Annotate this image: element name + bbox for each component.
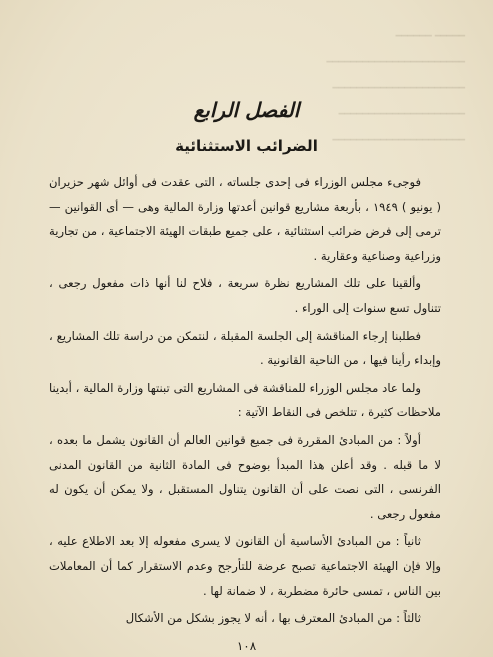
page-header <box>0 96 493 156</box>
paragraph-2: وألقينا على تلك المشاريع نظرة سريعة ، فلاح لنا أنها ذات مفعول رجعى ، تتناول تسع سنوات إلى الوراء . <box>49 276 441 315</box>
paragraph-4: ولما عاد مجلس الوزراء للمناقشة فى المشاريع التى تبنتها وزارة المالية ، أبدينا ملاحظات كثيرة ، تتلخص فى النقاط الآتية : <box>49 380 441 420</box>
paragraph-3: فطلبنا إرجاء المناقشة إلى الجلسة المقبلة ، لنتمكن من دراسة تلك المشاريع ، وإبداء رأينا فيها ، من الناحية القانونية . <box>49 328 441 368</box>
bleed-through-text: ━━━━━ ━━━━━━ ━━━━━━━━━━━━━━━━━━━━━━━ ━━━━━━━━━━━━━━━━━━━━━━ ━━━━━━━━━━━━━━━━━━━━━ ━━━━━━━━━━━━━━━━━━━━━━ <box>326 31 465 146</box>
paragraph-5: أولاً : من المبادئ المقررة فى جميع قوانين العالم أن القانون يشمل ما بعده ، لا ما قبله . وقد أعلن هذا المبدأ بوضوح فى المادة الثانية من القانون المدنى الفرنسى ، التى نصت على أن القانون يتناول المستقبل ، ولا يمكن أن يكون له مفعول رجعى . <box>49 432 441 521</box>
body-text <box>49 170 441 634</box>
page-number: ١٠٨ <box>236 639 257 653</box>
paragraph-6: ثانياً : من المبادئ الأساسية أن القانون لا يسرى مفعوله إلا بعد الاطلاع عليه ، وإلا فإن الهيئة الاجتماعية تصبح عرضة للتأرجح وعدم الاستقرار كما أن المعاملات بين الناس ، تمسى حائرة مضطربة ، لا ضمانة لها . <box>49 534 441 598</box>
paragraph-1: فوجىء مجلس الوزراء فى إحدى جلساته ، التى عقدت فى أوائل شهر حزيران ( يونيو ) ١٩٤٩ ، بأربعة مشاريع قوانين أعدتها وزارة المالية وهى — أى القوانين — ترمى إلى فرض ضرائب استثنائية ، على جميع طبقات الهيئة الاجتماعية ، من تجارية وزراعية وصناعية وعقارية . <box>49 175 441 263</box>
section-title: الضرائب الاستثنائية <box>175 137 318 155</box>
chapter-title: الفصل الرابع <box>193 98 300 122</box>
paragraph-7: ثالثاً : من المبادئ المعترف بها ، أنه لا يجوز بشكل من الأشكال <box>125 611 421 626</box>
